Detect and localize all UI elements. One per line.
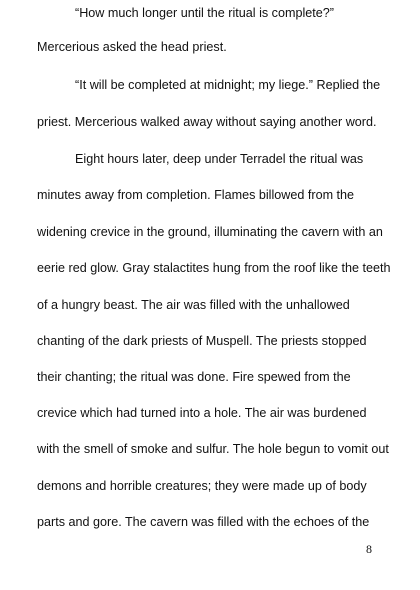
text-line: demons and horrible creatures; they were made up of body [37,479,367,493]
text-line: “It will be completed at midnight; my liege.” Replied the [75,78,381,92]
text-line: parts and gore. The cavern was filled with the echoes of the [37,515,370,529]
text-line: “How much longer until the ritual is complete?” [75,6,334,20]
text-line: minutes away from completion. Flames billowed from the [37,188,355,202]
text-line: crevice which had turned into a hole. The air was burdened [37,406,367,420]
text-line: with the smell of smoke and sulfur. The hole begun to vomit out [37,442,389,456]
text-line: of a hungry beast. The air was filled with the unhallowed [37,298,350,312]
text-line: their chanting; the ritual was done. Fire spewed from the [37,370,351,384]
page-number: 8 [366,542,372,556]
text-line: widening crevice in the ground, illuminating the cavern with an [37,225,383,239]
text-line: Mercerious asked the head priest. [37,40,227,54]
text-line: Eight hours later, deep under Terradel the ritual was [75,152,364,166]
text-line: priest. Mercerious walked away without saying another word. [37,115,377,129]
text-line: eerie red glow. Gray stalactites hung from the roof like the teeth [37,261,391,275]
text-line: chanting of the dark priests of Muspell. The priests stopped [37,334,367,348]
